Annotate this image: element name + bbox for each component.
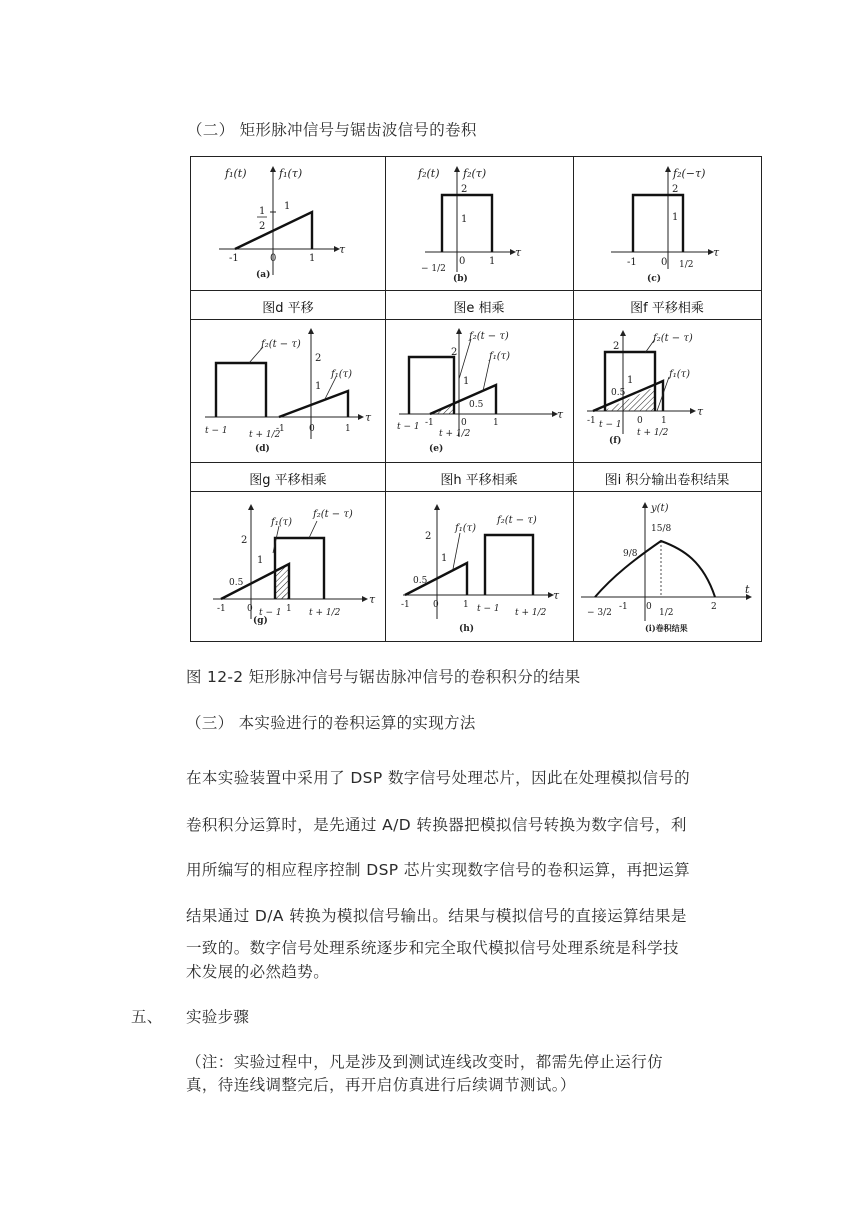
g-tph: t + 1/2 xyxy=(309,608,341,618)
panel-h-plot xyxy=(385,491,573,643)
c-t0: 0 xyxy=(661,257,668,268)
c-two: 2 xyxy=(672,184,679,195)
b-axis: τ xyxy=(515,246,522,259)
a-f1t: f₁(t) xyxy=(225,167,247,180)
a-f1tau: f₁(τ) xyxy=(279,167,303,180)
figure-table xyxy=(190,156,762,642)
b-neghalf: − 1/2 xyxy=(421,264,446,274)
c-half: 1/2 xyxy=(679,260,694,270)
caption-g: 图g 平移相乘 xyxy=(249,473,327,488)
i-xneg32: − 3/2 xyxy=(587,608,612,618)
a-axis: τ xyxy=(339,243,346,256)
h-f2shift: f₂(t − τ) xyxy=(497,515,537,526)
h-tm1: t − 1 xyxy=(477,604,500,614)
section5-number: 五、 xyxy=(131,1008,163,1026)
i-xneg1: -1 xyxy=(619,602,628,612)
section2-title: （二） 矩形脉冲信号与锯齿波信号的卷积 xyxy=(187,121,477,139)
paragraph-line: 术发展的必然趋势。 xyxy=(186,963,330,981)
f-neg1: -1 xyxy=(587,416,596,426)
a-t1: 1 xyxy=(309,253,316,264)
b-t1: 1 xyxy=(489,256,496,267)
e-neg1: -1 xyxy=(425,418,434,428)
d-one: 1 xyxy=(315,381,322,392)
e-one: 1 xyxy=(463,376,470,387)
h-f1tau: f₁(τ) xyxy=(455,523,477,534)
e-f2shift: f₂(t − τ) xyxy=(469,331,509,342)
i-xhalf: 1/2 xyxy=(659,608,674,618)
note-line: 真，待连线调整完后，再开启仿真进行后续调节测试。） xyxy=(186,1076,576,1094)
panel-i-plot xyxy=(573,491,761,643)
f-f2shift: f₂(t − τ) xyxy=(653,333,693,344)
f-tph: t + 1/2 xyxy=(637,428,669,438)
i-y: y(t) xyxy=(651,503,669,514)
f-f1tau: f₁(τ) xyxy=(669,369,691,380)
g-tm1: t − 1 xyxy=(259,608,282,618)
section3-title: （三） 本实验进行的卷积运算的实现方法 xyxy=(186,714,476,732)
a-label: (a) xyxy=(256,270,271,280)
paragraph-line: 一致的。数字信号处理系统逐步和完全取代模拟信号处理系统是科学技 xyxy=(186,939,679,957)
paragraph-line: 用所编写的相应程序控制 DSP 芯片实现数字信号的卷积运算，再把运算 xyxy=(186,861,691,879)
b-one: 1 xyxy=(461,214,468,225)
g-t1: 1 xyxy=(286,604,292,614)
f-label: (f) xyxy=(609,436,622,446)
f-t0: 0 xyxy=(637,416,643,426)
d-tneg1: -1 xyxy=(276,424,285,434)
g-two: 2 xyxy=(241,535,248,546)
b-two: 2 xyxy=(461,184,468,195)
f-half: 0.5 xyxy=(611,388,626,398)
h-neg1: -1 xyxy=(401,600,410,610)
g-t0: 0 xyxy=(247,604,253,614)
d-two: 2 xyxy=(315,353,322,364)
g-axis: τ xyxy=(369,593,376,606)
section5-title: 实验步骤 xyxy=(186,1008,250,1026)
d-label: (d) xyxy=(255,444,270,454)
panel-d-plot xyxy=(191,319,385,462)
note-line: （注：实验过程中，凡是涉及到测试连线改变时，都需先停止运行仿 xyxy=(186,1053,664,1071)
a-one: 1 xyxy=(284,201,291,212)
e-tph: t + 1/2 xyxy=(439,429,471,439)
f-tm1: t − 1 xyxy=(599,420,622,430)
g-neg1: -1 xyxy=(217,604,226,614)
panel-f-plot xyxy=(573,319,761,462)
b-f2t: f₂(t) xyxy=(418,167,440,180)
h-one: 1 xyxy=(441,553,448,564)
c-axis: τ xyxy=(713,246,720,259)
a-half-num: 1 xyxy=(259,206,266,217)
b-f2tau: f₂(τ) xyxy=(463,167,487,180)
a-t0: 0 xyxy=(270,253,277,264)
panel-e-plot xyxy=(385,319,573,462)
f-axis: τ xyxy=(697,405,704,418)
c-label: (c) xyxy=(647,274,661,284)
a-tneg1: -1 xyxy=(229,253,239,264)
i-axis: t xyxy=(745,583,750,596)
d-axis: τ xyxy=(365,411,372,424)
paragraph-line: 结果通过 D/A 转换为模拟信号输出。结果与模拟信号的直接运算结果是 xyxy=(186,907,687,925)
h-t0: 0 xyxy=(433,600,439,610)
figure-caption: 图 12-2 矩形脉冲信号与锯齿脉冲信号的卷积积分的结果 xyxy=(186,668,581,686)
paragraph-line: 卷积积分运算时，是先通过 A/D 转换器把模拟信号转换为数字信号，利 xyxy=(186,816,687,834)
f-t1: 1 xyxy=(661,416,667,426)
a-half-den: 2 xyxy=(259,221,266,232)
panel-c-plot xyxy=(573,157,761,290)
g-f1tau: f₁(τ) xyxy=(271,517,293,528)
e-t1: 1 xyxy=(493,418,499,428)
f-one: 1 xyxy=(627,375,634,386)
c-one: 1 xyxy=(672,212,679,223)
g-half: 0.5 xyxy=(229,578,244,588)
e-tm1: t − 1 xyxy=(397,422,420,432)
d-f1tau: f₁(τ) xyxy=(331,369,353,380)
e-two: 2 xyxy=(451,347,458,358)
e-axis: τ xyxy=(557,408,564,421)
panel-b-plot xyxy=(385,157,573,290)
table-divider xyxy=(191,462,761,463)
i-x2: 2 xyxy=(711,602,717,612)
i-peak: 15/8 xyxy=(651,524,672,534)
e-label: (e) xyxy=(429,444,444,454)
c-f2neg: f₂(−τ) xyxy=(673,167,706,180)
panel-g-plot xyxy=(191,491,385,643)
b-t0: 0 xyxy=(459,256,466,267)
i-mid: 9/8 xyxy=(623,549,638,559)
caption-f: 图f 平移相乘 xyxy=(630,301,704,316)
g-label: (g) xyxy=(253,616,268,626)
h-t1: 1 xyxy=(463,600,469,610)
h-two: 2 xyxy=(425,531,432,542)
e-t0: 0 xyxy=(461,418,467,428)
caption-h: 图h 平移相乘 xyxy=(440,473,518,488)
d-t1: 1 xyxy=(345,424,351,434)
e-half: 0.5 xyxy=(469,400,484,410)
i-x0: 0 xyxy=(646,602,652,612)
d-t0: 0 xyxy=(309,424,315,434)
caption-i: 图i 积分输出卷积结果 xyxy=(604,473,730,488)
d-tph: t + 1/2 xyxy=(249,430,281,440)
g-one: 1 xyxy=(257,555,264,566)
caption-d: 图d 平移 xyxy=(262,301,314,316)
g-f2shift: f₂(t − τ) xyxy=(313,509,353,520)
table-divider xyxy=(191,290,761,291)
h-axis: τ xyxy=(553,589,560,602)
i-label: (i)卷积结果 xyxy=(645,623,688,633)
h-label: (h) xyxy=(459,624,475,634)
d-tm1: t − 1 xyxy=(205,426,228,436)
d-f2shift: f₂(t − τ) xyxy=(261,339,301,350)
h-tph: t + 1/2 xyxy=(515,608,547,618)
h-half: 0.5 xyxy=(413,576,428,586)
b-label: (b) xyxy=(453,274,468,284)
e-f1tau: f₁(τ) xyxy=(489,351,511,362)
panel-a-plot xyxy=(191,157,385,290)
f-two: 2 xyxy=(613,341,620,352)
paragraph-line: 在本实验装置中采用了 DSP 数字信号处理芯片，因此在处理模拟信号的 xyxy=(186,769,691,787)
caption-e: 图e 相乘 xyxy=(453,301,505,316)
c-tneg1: -1 xyxy=(627,257,637,268)
